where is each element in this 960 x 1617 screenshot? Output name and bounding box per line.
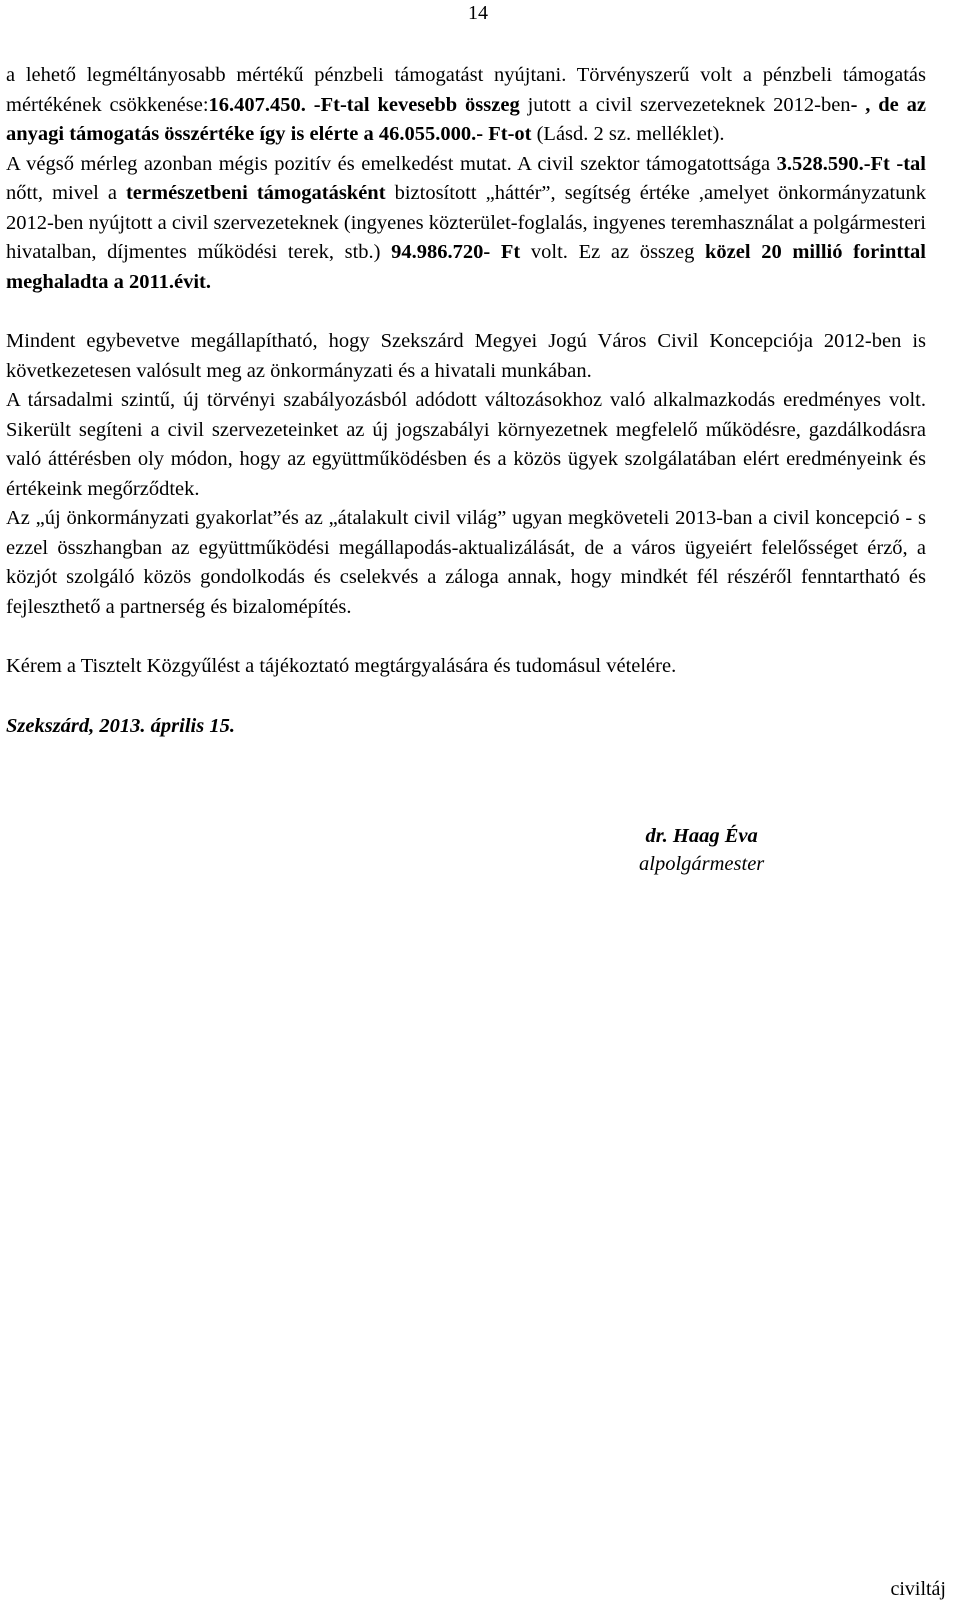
text-span: A végső mérleg azonban mégis pozitív és emelkedést mutat. A civil szektor támogatottsága — [6, 152, 777, 175]
signer-title: alpolgármester — [639, 853, 765, 875]
place-date-text: Szekszárd, 2013. április 15. — [6, 714, 235, 737]
bold-text: - , de az anyagi támogatás összértéke így is elérte a 46.055.000.- Ft-ot — [6, 93, 926, 145]
bold-text: 3.528.590.-Ft -tal — [776, 152, 926, 175]
paragraph-support-reduction — [6, 61, 926, 150]
bold-text: 94.986.720- Ft — [391, 241, 521, 263]
bold-text: természetbeni támogatásként — [125, 182, 386, 204]
signer-name: dr. Haag Éva — [645, 825, 758, 847]
footer-label: civiltáj — [890, 1578, 946, 1600]
paragraph-adaptation: A társadalmi szintű, új törvényi szabályozásból adódott változásokhoz való alkalmazkodás eredményes volt. Sikerült segíteni a civil szervezeteinket az új jogszabályi környezetnek megfelelő működésre, gazdálkodásra való áttérésben oly módon, hogy az együttműködésben és a közös ügyek szolgálatában elért eredményeink és értékeink megőrződtek. — [6, 389, 926, 500]
paragraph-outlook: Az „új önkormányzati gyakorlat”és az „átalakult civil világ” ugyan megköveteli 2013-ban a civil koncepció - s ezzel összhangban az együttműködési megállapodás-aktualizálását, de a város ügyeiért felelősséget érző, a közjót szolgáló közös gondolkodás és cselekvés a záloga annak, hogy mindkét fél részéről fenntartható és fejleszthető a partnerség és bizalomépítés. — [6, 507, 926, 618]
paragraph-summary: Mindent egybevetve megállapítható, hogy Szekszárd Megyei Jogú Város Civil Koncepciója 2012-ben is következetesen valósult meg az önkormányzati és a hivatali munkában. — [6, 330, 926, 382]
place-date — [6, 712, 926, 742]
spacer — [6, 682, 926, 712]
page-number: 14 — [468, 2, 488, 24]
paragraph-balance — [6, 150, 926, 298]
bold-text: 16.407.450. -Ft-tal kevesebb összeg — [208, 93, 520, 116]
text-span: a lehető legméltányosabb mértékű pénzbeli támogatást nyújtani. Törvényszerű volt a pénzbeli támogatás mértékének csökkenése: — [6, 64, 926, 116]
bold-text: közel 20 millió forinttal meghaladta a 2011.évit. — [6, 241, 926, 293]
text-span: nőtt, mivel a — [6, 182, 126, 204]
request-line: Kérem a Tisztelt Közgyűlést a tájékoztató megtárgyalására és tudomásul vételére. — [6, 655, 677, 677]
signature-block — [639, 822, 764, 878]
spacer — [6, 297, 926, 327]
text-span: biztosított „háttér”, segítség értéke ,amelyet önkormányzatunk 2012-ben nyújtott a civil szervezeteknek (ingyenes közterület-foglalás, ingyenes teremhasználat a polgármesteri hivatalban, díjmentes működési terek, stb.) — [6, 182, 927, 263]
text-span: (Lásd. 2 sz. melléklet). — [531, 123, 725, 145]
spacer — [6, 622, 926, 652]
text-span: jutott a civil szervezeteknek 2012-ben — [519, 93, 851, 116]
document-body — [6, 61, 926, 741]
text-span: volt. Ez az összeg — [520, 241, 705, 263]
